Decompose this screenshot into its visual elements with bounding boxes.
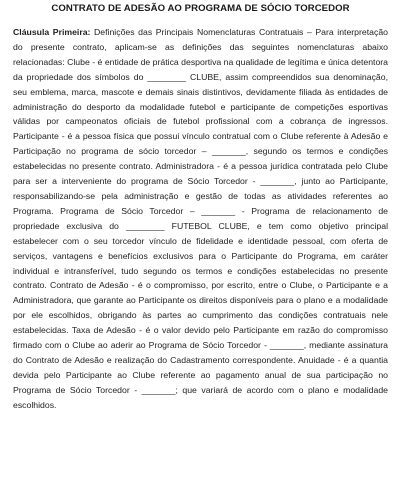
document-title: CONTRATO DE ADESÃO AO PROGRAMA DE SÓCIO TORCEDOR <box>51 3 350 14</box>
clause-label: Cláusula Primeira: <box>13 27 91 37</box>
clause-first-paragraph <box>13 25 388 413</box>
clause-body-text: Definições das Principais Nomenclaturas Contratuais – Para interpretação do presente contrato, aplicam-se as definições das seguintes nomenclaturas abaixo relacionadas: Clube - é entidade de prática desportiva na qualidade de legítima e única detentora da propriedade dos símbolos do ________ CLUBE, assim compreendidos sua denominação, seu emblema, marca, mascote e demais sinais distintivos, devidamente filiada às entidades de administração do desporto da modalidade futebol e participante de competições esportivas válidas por campeonatos oficiais de futebol profissional com a cobrança de ingressos. Participante - é a pessoa física que possui vínculo contratual com o Clube referente à Adesão e Participação no programa de sócio torcedor – _______, segundo os termos e condições estabelecidas no presente contrato. Administradora - é a pessoa jurídica contratada pelo Clube para ser a interveniente do programa de Sócio Torcedor - _______, junto ao Participante, responsabilizando-se pela administração e gestão de todas as atividades referentes ao Programa. Programa de Sócio Torcedor – _______ - Programa de relacionamento de propriedade exclusiva do ________ FUTEBOL CLUBE, e tem como objetivo principal estabelecer com o seu torcedor vínculo de fidelidade e identidade pessoal, com oferta de serviços, vantagens e benefícios exclusivos para o Participante do Programa, em caráter individual e intransferível, tudo segundo os termos e condições estabelecidas no presente contrato. Contrato de Adesão - é o compromisso, por escrito, entre o Clube, o Participante e a Administradora, que garante ao Participante os direitos disponíveis para o plano e a modalidade por ele escolhidos, obrigando às partes ao cumprimento das condições contratuais nele estabelecidas. Taxa de Adesão - é o valor devido pelo Participante em razão do compromisso firmado com o Clube ao aderir ao Programa de Sócio Torcedor - _______, mediante assinatura do Contrato de Adesão e realização do Cadastramento correspondente. Anuidade - é a quantia devida pelo Participante ao Clube referente ao pagamento anual de sua participação no Programa de Sócio Torcedor - _______; que variará de acordo com o plano e modalidade escolhidos. <box>13 27 388 410</box>
